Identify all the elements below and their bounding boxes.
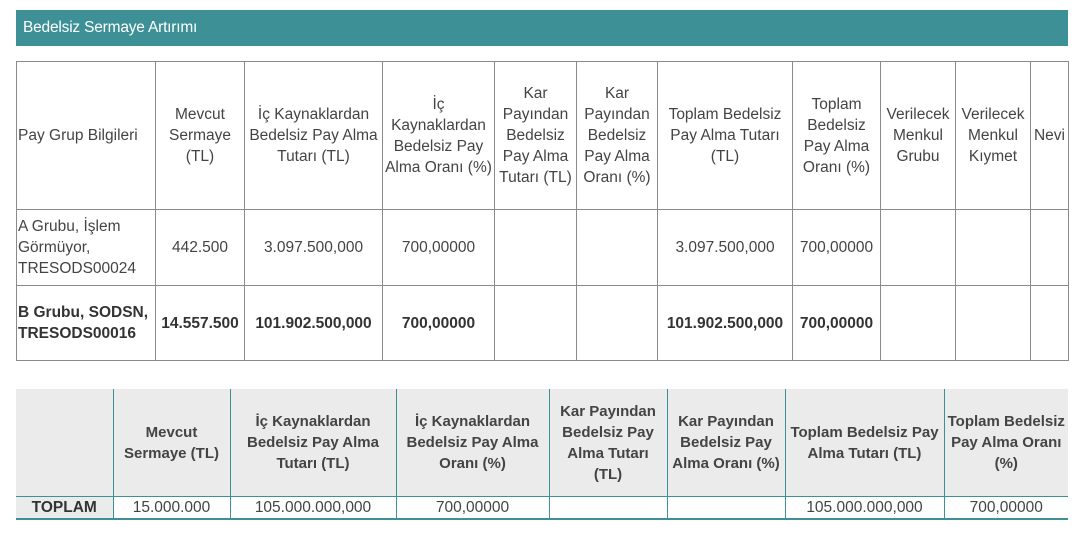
- total-kar-payi-oran: [667, 497, 785, 520]
- col-header-toplam-tutar: Toplam Bedelsiz Pay Alma Tutarı (TL): [785, 389, 944, 497]
- col-header-nevi: Nevi: [1031, 62, 1069, 210]
- col-header-kar-payi-oran: Kar Payından Bedelsiz Pay Alma Oranı (%): [577, 62, 658, 210]
- col-header-ic-kaynak-tutar: İç Kaynaklardan Bedelsiz Pay Alma Tutarı (TL): [245, 62, 383, 210]
- total-row: [16, 497, 1068, 520]
- cell-menkul-kiymet: [956, 210, 1031, 286]
- cell-toplam-oran: 700,00000: [793, 286, 881, 361]
- total-label: TOPLAM: [16, 497, 113, 520]
- cell-mevcut-sermaye: 442.500: [156, 210, 245, 286]
- capital-increase-total-table: [16, 389, 1068, 520]
- col-header-ic-kaynak-oran: İç Kaynaklardan Bedelsiz Pay Alma Oranı (%): [383, 62, 495, 210]
- col-header-toplam-oran: Toplam Bedelsiz Pay Alma Oranı (%): [793, 62, 881, 210]
- col-header-mevcut-sermaye: Mevcut Sermaye (TL): [113, 389, 230, 497]
- capital-increase-detail-table: [16, 61, 1069, 361]
- cell-nevi: [1031, 210, 1069, 286]
- cell-ic-kaynak-oran: 700,00000: [383, 286, 495, 361]
- cell-menkul-grubu: [881, 210, 956, 286]
- cell-toplam-oran: 700,00000: [793, 210, 881, 286]
- cell-ic-kaynak-tutar: 101.902.500,000: [245, 286, 383, 361]
- cell-nevi: [1031, 286, 1069, 361]
- col-header-kar-payi-tutar: Kar Payından Bedelsiz Pay Alma Tutarı (TL): [495, 62, 577, 210]
- cell-toplam-tutar: 101.902.500,000: [658, 286, 793, 361]
- col-header-kar-payi-oran: Kar Payından Bedelsiz Pay Alma Oranı (%): [667, 389, 785, 497]
- col-header-pay-grup: Pay Grup Bilgileri: [17, 62, 156, 210]
- cell-ic-kaynak-tutar: 3.097.500,000: [245, 210, 383, 286]
- col-header-blank: [16, 389, 113, 497]
- cell-kar-payi-oran: [577, 210, 658, 286]
- total-ic-kaynak-tutar: 105.000.000,000: [230, 497, 396, 520]
- cell-ic-kaynak-oran: 700,00000: [383, 210, 495, 286]
- total-ic-kaynak-oran: 700,00000: [396, 497, 549, 520]
- section-title-bar: [16, 10, 1068, 46]
- col-header-ic-kaynak-oran: İç Kaynaklardan Bedelsiz Pay Alma Oranı (%): [396, 389, 549, 497]
- table-header-row: [16, 389, 1068, 497]
- col-header-toplam-tutar: Toplam Bedelsiz Pay Alma Tutarı (TL): [658, 62, 793, 210]
- col-header-ic-kaynak-tutar: İç Kaynaklardan Bedelsiz Pay Alma Tutarı (TL): [230, 389, 396, 497]
- col-header-kar-payi-tutar: Kar Payından Bedelsiz Pay Alma Tutarı (TL): [549, 389, 667, 497]
- total-kar-payi-tutar: [549, 497, 667, 520]
- total-toplam-tutar: 105.000.000,000: [785, 497, 944, 520]
- cell-menkul-grubu: [881, 286, 956, 361]
- cell-kar-payi-tutar: [495, 210, 577, 286]
- table-header-row: [17, 62, 1069, 210]
- cell-kar-payi-oran: [577, 286, 658, 361]
- cell-group: B Grubu, SODSN, TRESODS00016: [17, 286, 156, 361]
- cell-toplam-tutar: 3.097.500,000: [658, 210, 793, 286]
- section-title: Bedelsiz Sermaye Artırımı: [23, 19, 198, 36]
- table-row: [17, 210, 1069, 286]
- col-header-menkul-kiymet: Verilecek Menkul Kıymet: [956, 62, 1031, 210]
- cell-kar-payi-tutar: [495, 286, 577, 361]
- cell-mevcut-sermaye: 14.557.500: [156, 286, 245, 361]
- total-toplam-oran: 700,00000: [944, 497, 1068, 520]
- total-mevcut-sermaye: 15.000.000: [113, 497, 230, 520]
- cell-menkul-kiymet: [956, 286, 1031, 361]
- table-row: [17, 286, 1069, 361]
- col-header-toplam-oran: Toplam Bedelsiz Pay Alma Oranı (%): [944, 389, 1068, 497]
- col-header-mevcut-sermaye: Mevcut Sermaye (TL): [156, 62, 245, 210]
- cell-group: A Grubu, İşlem Görmüyor, TRESODS00024: [17, 210, 156, 286]
- col-header-menkul-grubu: Verilecek Menkul Grubu: [881, 62, 956, 210]
